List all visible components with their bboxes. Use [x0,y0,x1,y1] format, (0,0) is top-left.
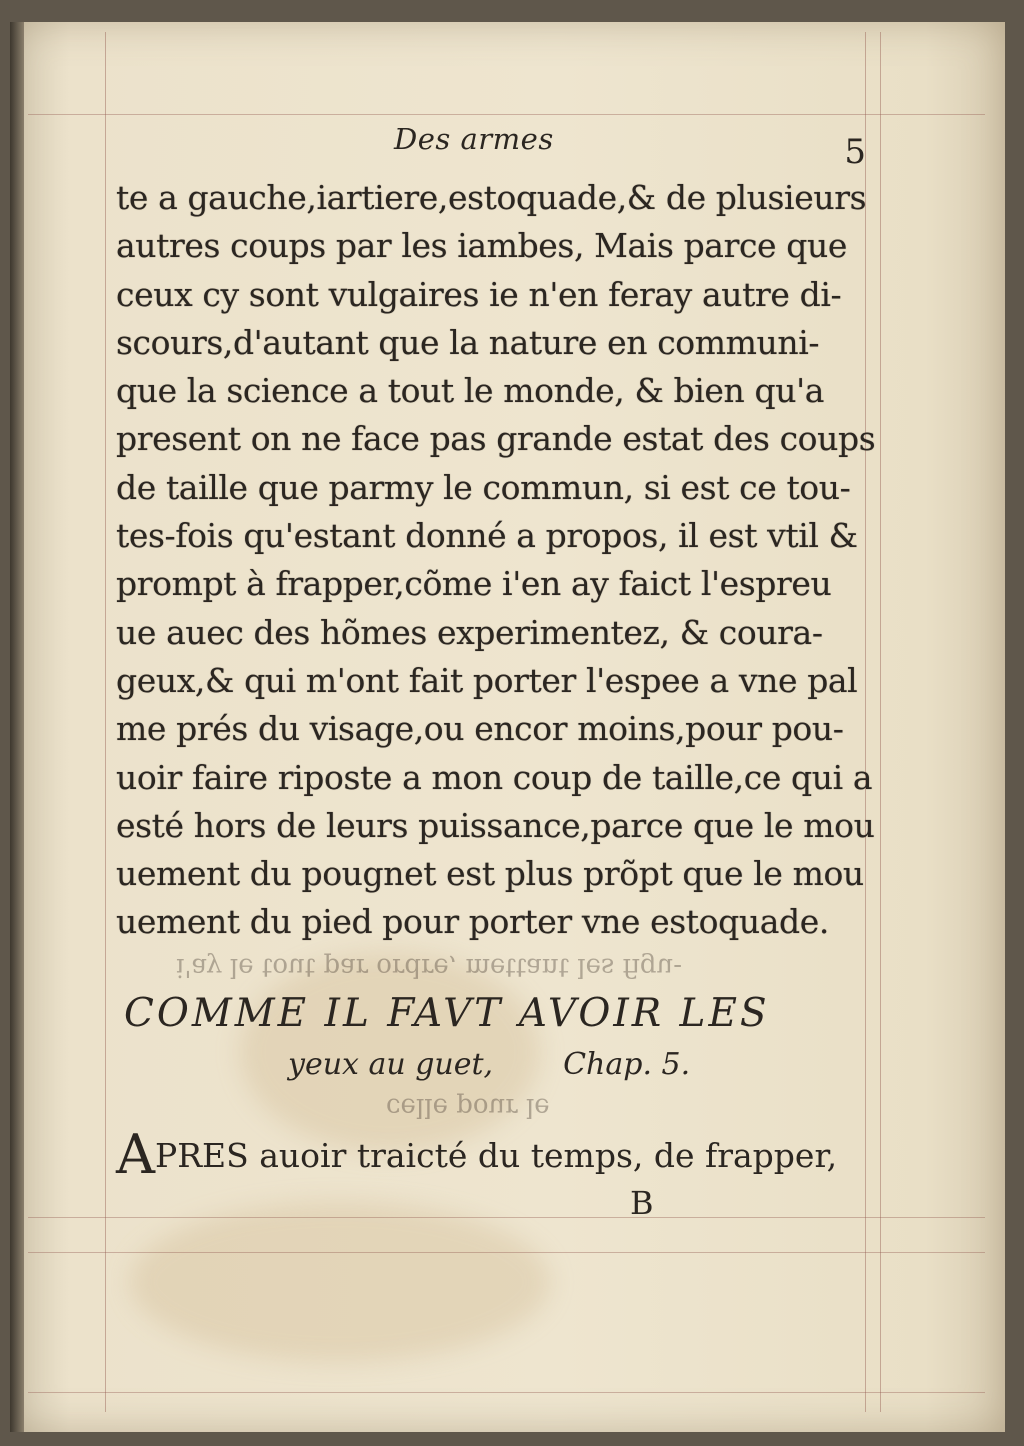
text-line: que la science a tout le monde, & bien qu'a [116,371,825,411]
text-line: prompt à frapper,cõme i'en ay faict l'espreu [116,564,832,604]
drop-cap: A [116,1122,155,1186]
margin-rule [28,114,985,115]
margin-rule [880,32,881,1412]
chapter-title: COMME IL FAVT AVOIR LES [124,990,770,1036]
text-line: me prés du visage,ou encor moins,pour pou- [116,709,844,749]
text-line: tes-fois qu'estant donné a propos, il est vtil & [116,516,858,556]
text-line: uoir faire riposte a mon coup de taille,ce qui a [116,757,873,797]
book-spine [10,22,24,1432]
paper-stain [130,1202,550,1362]
text-line: ue auec des hõmes experimentez, & coura- [116,612,823,652]
text-line: te a gauche,iartiere,estoquade,& de plusieurs [116,178,867,217]
text-line: esté hors de leurs puissance,parce que le mou [116,805,875,845]
margin-rule [28,1252,985,1253]
chapter-label: Chap. 5. [563,1046,691,1082]
text-line: de taille que parmy le commun, si est ce tou- [116,467,851,507]
body-text [116,174,876,947]
text-line: uement du pougnet est plus prõpt que le mou [116,854,864,894]
text-line: autres coups par les iambes, Mais parce que [116,226,847,266]
text-line: scours,d'autant que la nature en communi- [116,322,820,362]
chapter-first-line [116,1122,872,1186]
show-through-text: i'ay le tout par ordre, mettant les figu- [176,951,683,982]
signature-mark: B [630,1183,654,1222]
show-through-text: celle pour le [386,1091,550,1122]
text-line: geux,& qui m'ont fait porter l'espee a vne pal [116,660,858,700]
text-line: uement du pied pour porter vne estoquade. [116,902,829,942]
margin-rule [28,1392,985,1393]
chapter-subtitle: yeux au guet, [288,1046,494,1082]
first-line-text: PRES auoir traicté du temps, de frapper, [155,1135,838,1175]
text-block [116,122,876,1223]
text-line: present on ne face pas grande estat des coups [116,419,876,459]
margin-rule [105,32,106,1412]
book-page [10,22,1005,1432]
running-head-title: Des armes [394,122,554,156]
page-number: 5 [844,132,866,172]
running-head [116,122,872,174]
chapter-subtitle-line [288,1041,872,1089]
text-line: ceux cy sont vulgaires ie n'en feray autre di- [116,274,842,314]
